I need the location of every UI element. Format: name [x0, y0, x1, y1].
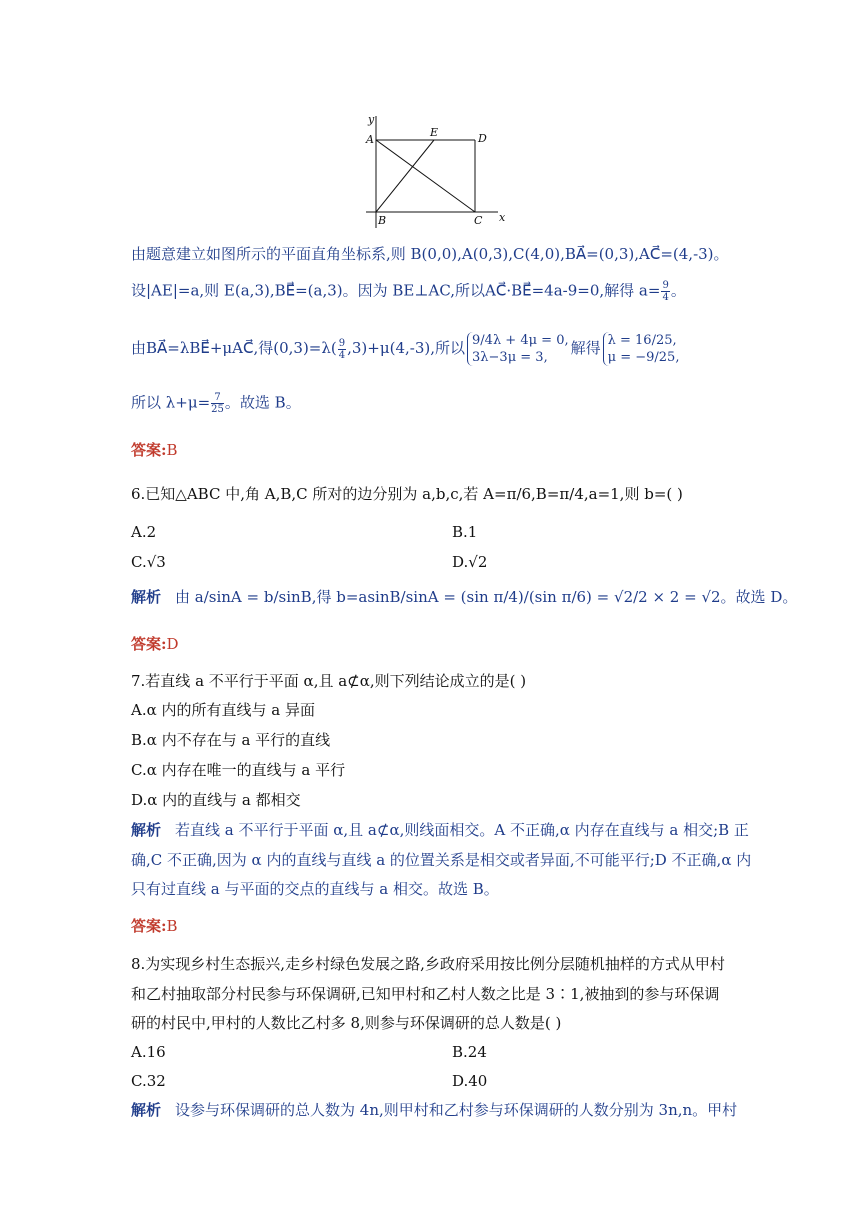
q7-solution-1: 解析 若直线 a 不平行于平面 α,且 a⊄α,则线面相交。A 不正确,α 内存在直线与 a 相交;B 正	[131, 821, 749, 839]
q8-option-c: C.32	[131, 1072, 166, 1090]
frac-9-4-b: $\frac{9}{4}$	[338, 337, 346, 361]
q7-option-d: D.α 内的直线与 a 都相交	[131, 791, 301, 809]
q8-solution-1: 解析 设参与环保调研的总人数为 4n,则甲村和乙村参与环保调研的人数分别为 3n,n。甲村	[131, 1101, 738, 1119]
sol5-line4: 所以 λ+μ= $\frac{7}{25}$ 。故选 B。	[131, 392, 301, 415]
q8-stem-3: 研的村民中,甲村的人数比乙村多 8,则参与环保调研的总人数是( )	[131, 1014, 562, 1032]
q8-stem-2: 和乙村抽取部分村民参与环保调研,已知甲村和乙村人数之比是 3∶1,被抽到的参与环保调	[131, 985, 720, 1003]
frac-9-4: $\frac{9}{4}$	[662, 280, 669, 303]
q6-option-b: B.1	[452, 523, 478, 541]
label-y: y	[368, 113, 375, 126]
coordinate-figure	[360, 112, 510, 230]
q8-stem-1: 8.为实现乡村生态振兴,走乡村绿色发展之路,乡政府采用按比例分层随机抽样的方式从甲村	[131, 955, 725, 973]
sol5-line2: 设|AE|=a,则 E(a,3),BE⃗=(a,3)。因为 BE⊥AC,所以AC⃗·BE⃗=4a-9=0,解得 a= $\frac{9}{4}$ 。	[131, 280, 686, 303]
frac-7-25: $\frac{7}{25}$	[211, 392, 224, 415]
equation-system: 9/4λ + 4μ = 0, 3λ−3μ = 3,	[467, 332, 569, 366]
q7-option-a: A.α 内的所有直线与 a 异面	[131, 701, 315, 719]
q6-option-d: D.√2	[452, 553, 488, 571]
label-D: D	[478, 132, 487, 145]
sol5-line3: 由BA⃗=λBE⃗+μAC⃗,得(0,3)=λ( $\frac{9}{4}$ ,3)+μ(4,-3),所以 9/4λ + 4μ = 0, 3λ−3μ = 3, 解得 λ = 16/25, μ = −9/25,	[131, 333, 680, 365]
answer-6: 答案:D	[131, 635, 179, 653]
label-C: C	[474, 214, 483, 227]
sol5-line2-text: 设|AE|=a,则 E(a,3),BE⃗=(a,3)。因为 BE⊥AC,所以AC⃗·BE⃗=4a-9=0,解得 a=	[131, 281, 661, 300]
q7-option-c: C.α 内存在唯一的直线与 a 平行	[131, 761, 346, 779]
q8-option-a: A.16	[131, 1043, 166, 1061]
label-E: E	[430, 126, 439, 139]
q7-option-b: B.α 内不存在与 a 平行的直线	[131, 731, 331, 749]
q8-option-b: B.24	[452, 1043, 487, 1061]
label-x: x	[499, 211, 506, 224]
q6-solution: 解析 由 a/sinA = b/sinB,得 b=asinB/sinA = (sin π/4)/(sin π/6) = √2/2 × 2 = √2。故选 D。	[131, 588, 798, 606]
q6-option-a: A.2	[131, 523, 157, 541]
sol5-line1: 由题意建立如图所示的平面直角坐标系,则 B(0,0),A(0,3),C(4,0),BA⃗=(0,3),AC⃗=(4,-3)。	[131, 245, 729, 263]
q6-option-c: C.√3	[131, 553, 166, 571]
q6-stem: 6.已知△ABC 中,角 A,B,C 所对的边分别为 a,b,c,若 A=π/6,B=π/4,a=1,则 b=( )	[131, 485, 683, 503]
q7-solution-3: 只有过直线 a 与平面的交点的直线与 a 相交。故选 B。	[131, 880, 499, 898]
q8-option-d: D.40	[452, 1072, 488, 1090]
solution-system: λ = 16/25, μ = −9/25,	[603, 332, 680, 366]
label-A: A	[366, 133, 374, 146]
answer-7: 答案:B	[131, 917, 178, 935]
answer-5: 答案:B	[131, 441, 178, 459]
q7-stem: 7.若直线 a 不平行于平面 α,且 a⊄α,则下列结论成立的是( )	[131, 672, 527, 690]
q7-solution-2: 确,C 不正确,因为 α 内的直线与直线 a 的位置关系是相交或者异面,不可能平行;D 不正确,α 内	[131, 851, 752, 869]
label-B: B	[378, 214, 387, 227]
